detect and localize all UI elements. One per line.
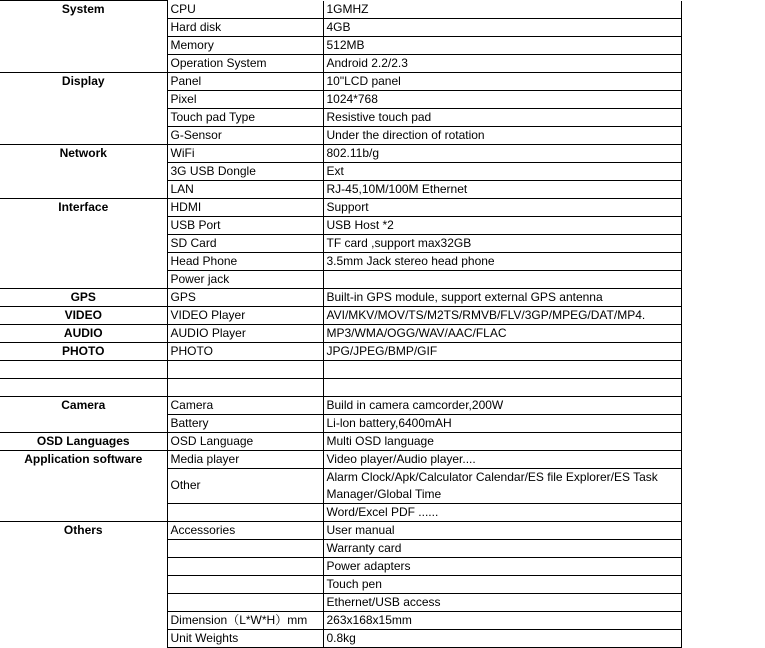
value-cell: Power adapters [323, 557, 681, 575]
value-cell: Built-in GPS module, support external GPS antenna [323, 288, 681, 306]
item-cell: HDMI [167, 198, 323, 216]
spec-row [0, 162, 681, 180]
category-cell [0, 539, 167, 557]
value-cell: MP3/WMA/OGG/WAV/AAC/FLAC [323, 324, 681, 342]
item-cell: LAN [167, 180, 323, 198]
spec-row [0, 126, 681, 144]
item-cell: GPS [167, 288, 323, 306]
item-cell: Memory [167, 36, 323, 54]
category-cell: System [0, 1, 167, 19]
item-cell: CPU [167, 1, 323, 19]
spec-row [0, 575, 681, 593]
item-cell: Pixel [167, 90, 323, 108]
value-cell: Word/Excel PDF ...... [323, 503, 681, 521]
value-cell: 263x168x15mm [323, 611, 681, 629]
category-cell: AUDIO [0, 324, 167, 342]
spec-row [0, 36, 681, 54]
spec-row [0, 432, 681, 450]
category-cell [0, 108, 167, 126]
item-cell: Accessories [167, 521, 323, 539]
item-cell: USB Port [167, 216, 323, 234]
spec-row [0, 180, 681, 198]
spec-row [0, 450, 681, 468]
spec-row [0, 503, 681, 521]
spec-table-body [0, 1, 681, 648]
category-cell [0, 234, 167, 252]
spec-row [0, 54, 681, 72]
spec-row [0, 90, 681, 108]
item-cell [167, 557, 323, 575]
spec-row [0, 468, 681, 503]
value-cell: Build in camera camcorder,200W [323, 396, 681, 414]
item-cell: Operation System [167, 54, 323, 72]
category-cell [0, 503, 167, 521]
spec-row [0, 1, 681, 19]
value-cell: 1024*768 [323, 90, 681, 108]
item-cell: Dimension（L*W*H）mm [167, 611, 323, 629]
spec-row [0, 108, 681, 126]
value-cell: AVI/MKV/MOV/TS/M2TS/RMVB/FLV/3GP/MPEG/DAT/MP4. [323, 306, 681, 324]
spec-row [0, 198, 681, 216]
spec-row [0, 593, 681, 611]
value-cell [323, 360, 681, 378]
spec-row [0, 557, 681, 575]
value-cell: Alarm Clock/Apk/Calculator Calendar/ES file Explorer/ES Task Manager/Global Time [323, 468, 681, 503]
category-cell: Interface [0, 198, 167, 216]
item-cell: Media player [167, 450, 323, 468]
category-cell [0, 162, 167, 180]
value-cell: 4GB [323, 18, 681, 36]
item-cell: AUDIO Player [167, 324, 323, 342]
item-cell: Power jack [167, 270, 323, 288]
value-cell [323, 270, 681, 288]
category-cell [0, 126, 167, 144]
item-cell: Camera [167, 396, 323, 414]
value-cell: 512MB [323, 36, 681, 54]
item-cell: Battery [167, 414, 323, 432]
value-cell: Ext [323, 162, 681, 180]
category-cell [0, 629, 167, 647]
category-cell [0, 270, 167, 288]
category-cell: Camera [0, 396, 167, 414]
item-cell: WiFi [167, 144, 323, 162]
value-cell: Multi OSD language [323, 432, 681, 450]
category-cell [0, 557, 167, 575]
category-cell: Others [0, 521, 167, 539]
category-cell: OSD Languages [0, 432, 167, 450]
value-cell: Li-lon battery,6400mAH [323, 414, 681, 432]
value-cell: 802.11b/g [323, 144, 681, 162]
category-cell [0, 414, 167, 432]
item-cell: Touch pad Type [167, 108, 323, 126]
value-cell: Support [323, 198, 681, 216]
value-cell: Resistive touch pad [323, 108, 681, 126]
spec-row [0, 306, 681, 324]
spec-row [0, 378, 681, 396]
item-cell [167, 539, 323, 557]
category-cell: GPS [0, 288, 167, 306]
category-cell [0, 180, 167, 198]
spec-row [0, 360, 681, 378]
spec-row [0, 252, 681, 270]
item-cell [167, 360, 323, 378]
spec-row [0, 396, 681, 414]
value-cell: 1GMHZ [323, 1, 681, 19]
value-cell: Touch pen [323, 575, 681, 593]
item-cell: VIDEO Player [167, 306, 323, 324]
value-cell: JPG/JPEG/BMP/GIF [323, 342, 681, 360]
item-cell [167, 503, 323, 521]
value-cell: 3.5mm Jack stereo head phone [323, 252, 681, 270]
value-cell: 0.8kg [323, 629, 681, 647]
item-cell: Head Phone [167, 252, 323, 270]
spec-row [0, 629, 681, 647]
category-cell: Network [0, 144, 167, 162]
item-cell [167, 593, 323, 611]
value-cell: Warranty card [323, 539, 681, 557]
item-cell: G-Sensor [167, 126, 323, 144]
value-cell: Ethernet/USB access [323, 593, 681, 611]
spec-row [0, 144, 681, 162]
spec-row [0, 539, 681, 557]
category-cell [0, 252, 167, 270]
value-cell: User manual [323, 521, 681, 539]
value-cell [323, 378, 681, 396]
category-cell [0, 575, 167, 593]
item-cell [167, 575, 323, 593]
value-cell: RJ-45,10M/100M Ethernet [323, 180, 681, 198]
spec-row [0, 216, 681, 234]
value-cell: 10"LCD panel [323, 72, 681, 90]
category-cell [0, 378, 167, 396]
item-cell: 3G USB Dongle [167, 162, 323, 180]
spec-row [0, 414, 681, 432]
category-cell: VIDEO [0, 306, 167, 324]
category-cell [0, 611, 167, 629]
category-cell [0, 18, 167, 36]
value-cell: TF card ,support max32GB [323, 234, 681, 252]
item-cell: SD Card [167, 234, 323, 252]
item-cell: PHOTO [167, 342, 323, 360]
category-cell [0, 468, 167, 503]
value-cell: Under the direction of rotation [323, 126, 681, 144]
spec-row [0, 521, 681, 539]
item-cell: Unit Weights [167, 629, 323, 647]
item-cell: Other [167, 468, 323, 503]
spec-row [0, 18, 681, 36]
spec-row [0, 288, 681, 306]
category-cell: Display [0, 72, 167, 90]
value-cell: Video player/Audio player.... [323, 450, 681, 468]
category-cell [0, 54, 167, 72]
category-cell [0, 90, 167, 108]
category-cell [0, 36, 167, 54]
spec-row [0, 72, 681, 90]
spec-row [0, 611, 681, 629]
category-cell: Application software [0, 450, 167, 468]
item-cell [167, 378, 323, 396]
spec-row [0, 270, 681, 288]
category-cell: PHOTO [0, 342, 167, 360]
item-cell: Panel [167, 72, 323, 90]
spec-row [0, 342, 681, 360]
spec-row [0, 324, 681, 342]
value-cell: Android 2.2/2.3 [323, 54, 681, 72]
category-cell [0, 593, 167, 611]
item-cell: Hard disk [167, 18, 323, 36]
item-cell: OSD Language [167, 432, 323, 450]
spec-row [0, 234, 681, 252]
category-cell [0, 216, 167, 234]
value-cell: USB Host *2 [323, 216, 681, 234]
category-cell [0, 360, 167, 378]
